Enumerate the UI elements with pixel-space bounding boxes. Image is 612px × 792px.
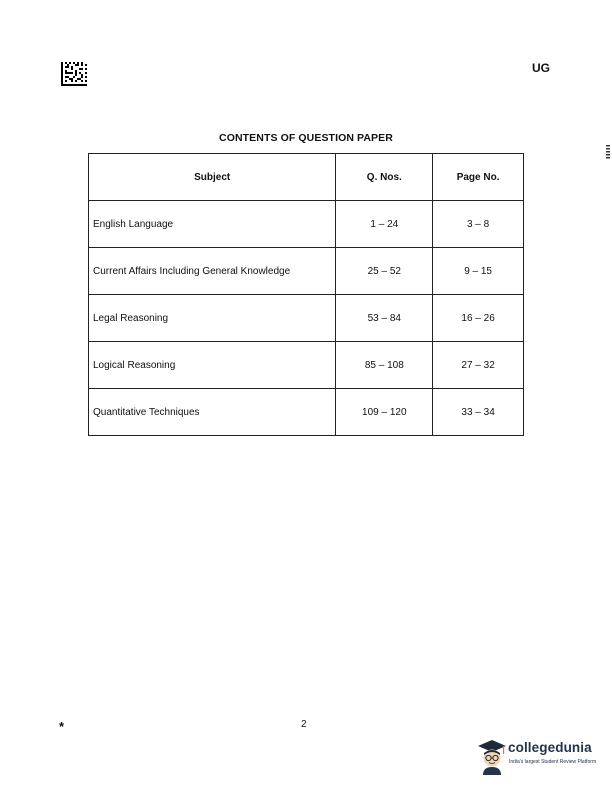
table-row xyxy=(89,248,524,295)
brand-name: collegedunia xyxy=(508,740,592,755)
question-range-cell: 25 – 52 xyxy=(336,248,433,295)
page-range-cell: 3 – 8 xyxy=(433,201,524,248)
table-row xyxy=(89,295,524,342)
graduate-mascot-icon xyxy=(476,737,508,777)
footer-star-mark: * xyxy=(59,719,65,734)
question-range-cell: 1 – 24 xyxy=(336,201,433,248)
question-range-cell: 53 – 84 xyxy=(336,295,433,342)
question-range-cell: 109 – 120 xyxy=(336,389,433,436)
contents-header-row xyxy=(89,154,524,201)
edge-registration-mark xyxy=(606,145,610,159)
brand-tagline: India's largest Student Review Platform xyxy=(509,759,597,765)
page-range-cell: 16 – 26 xyxy=(433,295,524,342)
paper-code-label: UG xyxy=(532,61,550,75)
brand-watermark xyxy=(476,737,612,777)
table-row xyxy=(89,201,524,248)
qr-code xyxy=(61,62,87,86)
column-header-question-numbers: Q. Nos. xyxy=(336,154,433,201)
column-header-subject: Subject xyxy=(89,154,336,201)
subject-cell: Quantitative Techniques xyxy=(89,389,336,436)
page-number: 2 xyxy=(301,719,307,730)
question-range-cell: 85 – 108 xyxy=(336,342,433,389)
subject-cell: Legal Reasoning xyxy=(89,295,336,342)
subject-cell: Current Affairs Including General Knowledge xyxy=(89,248,336,295)
subject-cell: Logical Reasoning xyxy=(89,342,336,389)
page-range-cell: 27 – 32 xyxy=(433,342,524,389)
page-range-cell: 9 – 15 xyxy=(433,248,524,295)
column-header-page-numbers: Page No. xyxy=(433,154,524,201)
table-row xyxy=(89,389,524,436)
contents-title: CONTENTS OF QUESTION PAPER xyxy=(219,132,393,144)
subject-cell: English Language xyxy=(89,201,336,248)
page-range-cell: 33 – 34 xyxy=(433,389,524,436)
contents-table xyxy=(88,153,524,436)
table-row xyxy=(89,342,524,389)
